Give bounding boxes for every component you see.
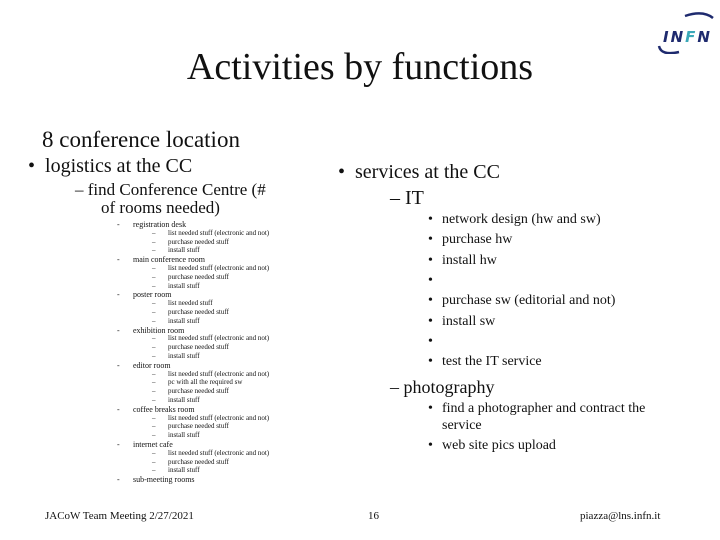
find-cc-line2: of rooms needed) bbox=[101, 198, 220, 217]
dash-mark: - bbox=[117, 290, 120, 300]
it-item: install hw bbox=[442, 252, 497, 268]
room-subitem: install stuff bbox=[168, 246, 200, 255]
dash-mark: - bbox=[117, 325, 120, 335]
svg-text:INFN: INFN bbox=[663, 28, 712, 46]
page-number: 16 bbox=[368, 510, 379, 522]
photo-item-cont: service bbox=[442, 418, 482, 433]
dash-mark: – bbox=[152, 457, 156, 466]
room-subitem: install stuff bbox=[168, 466, 200, 475]
photo-item: web site pics upload bbox=[442, 438, 556, 453]
bullet-mark: • bbox=[428, 232, 433, 248]
bullet-mark: • bbox=[428, 333, 433, 349]
dash-mark: – bbox=[152, 466, 156, 475]
room-subitem: purchase needed stuff bbox=[168, 272, 229, 281]
room-subitem: install stuff bbox=[168, 316, 200, 325]
room-subitem: pc with all the required sw bbox=[168, 378, 243, 387]
it-item: install sw bbox=[442, 313, 496, 329]
section-heading: 8 conference location bbox=[42, 127, 240, 152]
room-subitem: install stuff bbox=[168, 352, 200, 360]
room-item: main conference room bbox=[133, 255, 205, 265]
room-subitem: list needed stuff (electronic and not) bbox=[168, 228, 270, 237]
room-subitem: list needed stuff (electronic and not) bbox=[168, 413, 270, 422]
bullet-mark: • bbox=[428, 438, 433, 453]
dash-mark: - bbox=[117, 404, 120, 414]
bullet-mark: • bbox=[428, 212, 433, 227]
room-item: poster room bbox=[133, 290, 172, 300]
footer-left: JACoW Team Meeting 2/27/2021 bbox=[45, 510, 194, 522]
footer-right: piazza@lns.infn.it bbox=[580, 510, 661, 522]
bullet-services: • services at the CC bbox=[338, 161, 500, 183]
bullet-mark: • bbox=[428, 252, 433, 268]
room-subitem: list needed stuff (electronic and not) bbox=[168, 448, 270, 457]
dash-mark: – bbox=[152, 246, 156, 255]
dash-mark: – bbox=[152, 413, 156, 422]
dash-mark: – bbox=[152, 334, 156, 343]
dash-mark: – bbox=[152, 272, 156, 281]
room-subitem: purchase needed stuff bbox=[168, 343, 229, 352]
dash-mark: – bbox=[152, 343, 156, 352]
dash-mark: - bbox=[117, 360, 120, 370]
bullet-logistics: • logistics at the CC bbox=[28, 155, 193, 177]
room-item: internet cafe bbox=[133, 440, 173, 449]
room-subitem: list needed stuff (electronic and not) bbox=[168, 264, 270, 272]
room-subitem: purchase needed stuff bbox=[168, 237, 229, 246]
room-item: coffee breaks room bbox=[133, 404, 195, 414]
room-item: sub-meeting rooms bbox=[133, 475, 195, 485]
room-subitem: list needed stuff (electronic and not) bbox=[168, 334, 270, 343]
room-subitem: install stuff bbox=[168, 281, 200, 290]
dash-mark: – bbox=[152, 316, 156, 325]
room-subitem: install stuff bbox=[168, 396, 200, 404]
room-subitem: purchase needed stuff bbox=[168, 457, 229, 466]
room-subitem: purchase needed stuff bbox=[168, 387, 229, 396]
dash-mark: – bbox=[152, 378, 156, 387]
room-item: editor room bbox=[133, 360, 171, 370]
dash-mark: – bbox=[152, 396, 156, 404]
room-item: registration desk bbox=[133, 220, 187, 229]
room-subitem: list needed stuff (electronic and not) bbox=[168, 369, 270, 378]
room-subitem: purchase needed stuff bbox=[168, 422, 229, 431]
find-cc-line1: – find Conference Centre (# bbox=[75, 180, 266, 199]
slide-title: Activities by functions bbox=[186, 46, 534, 88]
infn-logo bbox=[655, 12, 717, 54]
dash-mark: - bbox=[117, 255, 120, 265]
bullet-mark: • bbox=[428, 401, 433, 416]
bullet-mark: • bbox=[428, 293, 433, 309]
bullet-mark: • bbox=[428, 354, 433, 370]
dash-mark: - bbox=[117, 440, 120, 449]
bullet-mark: • bbox=[428, 272, 433, 288]
dash-mark: – bbox=[152, 237, 156, 246]
dash-mark: – bbox=[152, 431, 156, 440]
dash-mark: – bbox=[152, 299, 156, 308]
photo-item: find a photographer and contract the bbox=[442, 401, 646, 416]
it-item: network design (hw and sw) bbox=[442, 212, 601, 227]
dash-mark: – bbox=[152, 281, 156, 290]
room-subitem: list needed stuff bbox=[168, 299, 213, 308]
dash-mark: – bbox=[152, 387, 156, 396]
dash-mark: – bbox=[152, 448, 156, 457]
dash-mark: – bbox=[152, 369, 156, 378]
dash-mark: – bbox=[152, 352, 156, 360]
photography-heading: – photography bbox=[390, 377, 495, 397]
it-item: purchase hw bbox=[442, 232, 513, 248]
it-item: purchase sw (editorial and not) bbox=[442, 293, 616, 309]
bullet-mark: • bbox=[428, 313, 433, 329]
bullet-text: logistics at the CC bbox=[45, 155, 193, 177]
bullet-text: services at the CC bbox=[355, 161, 500, 183]
dash-mark: - bbox=[117, 475, 120, 485]
dash-mark: – bbox=[152, 264, 156, 272]
room-item: exhibition room bbox=[133, 325, 185, 335]
it-heading: – IT bbox=[390, 187, 424, 209]
it-item: test the IT service bbox=[442, 354, 542, 370]
dash-mark: – bbox=[152, 228, 156, 237]
room-subitem: purchase needed stuff bbox=[168, 308, 229, 316]
room-subitem: install stuff bbox=[168, 431, 200, 440]
dash-mark: – bbox=[152, 308, 156, 316]
dash-mark: - bbox=[117, 220, 120, 229]
dash-mark: – bbox=[152, 422, 156, 431]
